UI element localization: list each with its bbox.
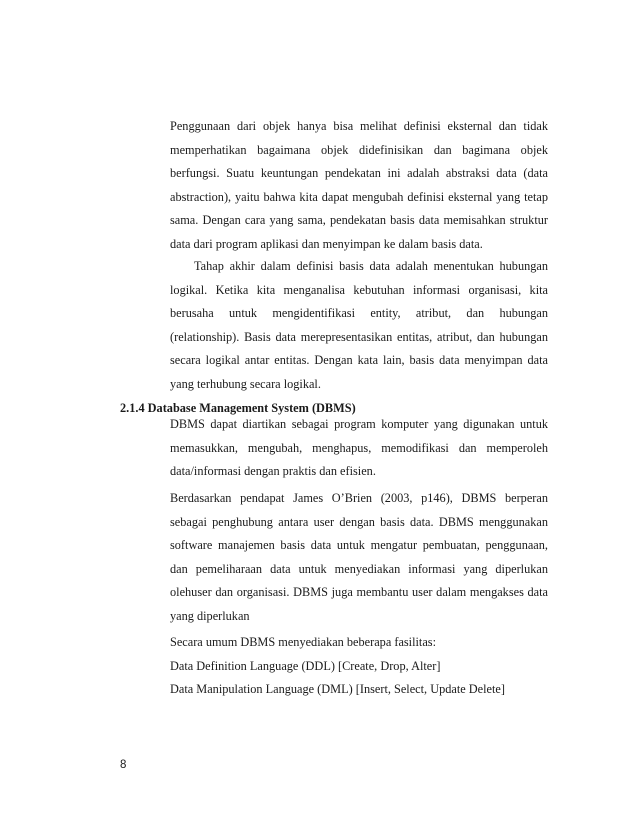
text-line: data dari program aplikasi dan menyimpan ke dalam basis data. <box>170 236 483 251</box>
text-line: Secara umum DBMS menyediakan beberapa fasilitas: <box>170 635 437 649</box>
text-line: yang diperlukan <box>170 608 250 623</box>
text-line: Tahap akhir dalam definisi basis data adalah menentukan hubungan <box>194 259 548 273</box>
text-line: sama. Dengan cara yang sama, pendekatan basis data memisahkan struktur <box>170 213 548 228</box>
text-line: DBMS dapat diartikan sebagai program komputer yang digunakan untuk <box>170 417 548 431</box>
text-line: berfungsi. Suatu keuntungan pendekatan ini adalah abstraksi data (data <box>170 166 548 181</box>
text-line: secara logikal antar entitas. Dengan kata lain, basis data menyimpan data <box>170 353 548 368</box>
text-line: (relationship). Basis data merepresentasikan entitas, atribut, dan hubungan <box>170 329 548 344</box>
section-heading-dbms: 2.1.4 Database Management System (DBMS) <box>120 401 356 415</box>
text-line: Data Manipulation Language (DML) [Insert, Select, Update Delete] <box>170 682 505 697</box>
text-line: memperhatikan bagaimana objek didefinisikan dan bagimana objek <box>170 142 548 157</box>
text-line: dan pemeliharaan data untuk menyediakan informasi yang diperlukan <box>170 561 548 576</box>
page-number: 8 <box>120 759 127 771</box>
paragraph-dbms-facilities <box>170 631 505 702</box>
text-line: Data Definition Language (DDL) [Create, Drop, Alter] <box>170 658 441 673</box>
text-line: logikal. Ketika kita menganalisa kebutuhan informasi organisasi, kita <box>170 282 548 297</box>
text-line: yang terhubung secara logikal. <box>170 376 321 391</box>
text-line: sebagai penghubung antara user dengan basis data. DBMS menggunakan <box>170 514 548 529</box>
text-line: abstraction), yaitu bahwa kita dapat mengubah definisi eksternal yang tetap <box>170 189 548 204</box>
text-line: memasukkan, mengubah, menghapus, memodifikasi dan memperoleh <box>170 440 548 455</box>
paragraph-dbms-obrien <box>170 487 548 629</box>
paragraph-dbms-definition <box>170 413 548 484</box>
text-line: software manajemen basis data untuk mengatur pembuatan, penggunaan, <box>170 538 548 553</box>
text-line: Penggunaan dari objek hanya bisa melihat definisi eksternal dan tidak <box>170 119 548 133</box>
text-line: olehuser dan organisasi. DBMS juga membantu user dalam mengakses data <box>170 585 548 600</box>
text-line: data/informasi dengan praktis dan efisien. <box>170 464 376 479</box>
text-line: Berdasarkan pendapat James O’Brien (2003, p146), DBMS berperan <box>170 491 548 505</box>
paragraph-logical-relationship <box>170 255 548 397</box>
paragraph-object-definition <box>170 115 548 257</box>
text-line: berusaha untuk mengidentifikasi entity, atribut, dan hubungan <box>170 306 548 321</box>
